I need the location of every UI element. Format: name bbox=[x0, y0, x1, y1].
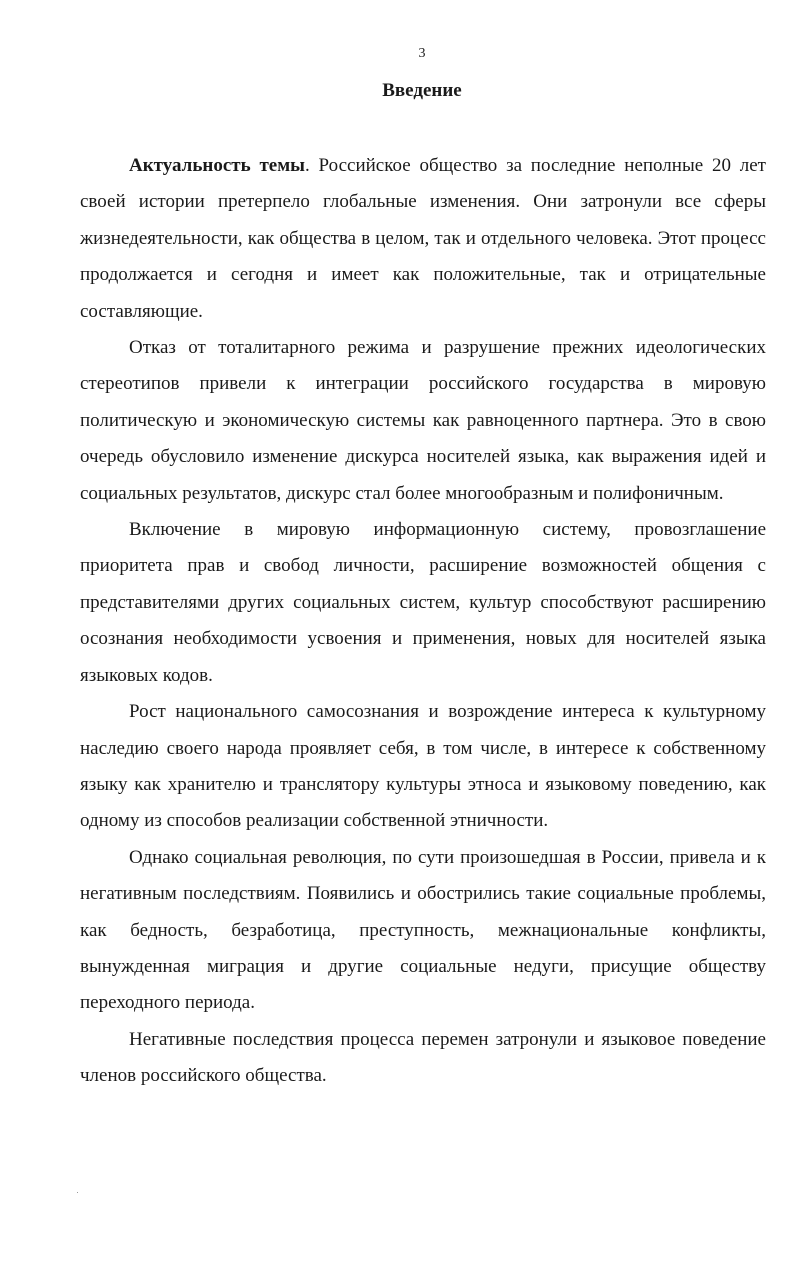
page-title: Введение bbox=[382, 80, 462, 101]
paragraph: Рост национального самосознания и возрождение интереса к культурному наследию своего народа проявляет себя, в том числе, в интересе к собственному языку как хранителю и транслятору культуры этноса и языковому поведению, как одному из способов реализации собственной этничности. bbox=[80, 701, 766, 832]
paragraph-relevance bbox=[80, 148, 766, 330]
paragraph-text: . Российское общество за последние неполные 20 лет своей истории претерпело глобальные изменения. Они затронули все сферы жизнедеятельности, как общества в целом, так и отдельного человека. Этот процесс продолжается и сегодня и имеет как положительные, так и отрицательные составляющие. bbox=[80, 155, 766, 322]
scan-speck bbox=[77, 1192, 78, 1193]
paragraph-lead: Актуальность темы bbox=[129, 155, 305, 176]
document-body bbox=[80, 148, 766, 1095]
paragraph: Однако социальная революция, по сути произошедшая в России, привела и к негативным последствиям. Появились и обострились такие социальные проблемы, как бедность, безработица, преступность, межнациональные конфликты, вынужденная миграция и другие социальные недуги, присущие обществу переходного периода. bbox=[80, 846, 766, 1014]
paragraph: Включение в мировую информационную систему, провозглашение приоритета прав и свобод личности, расширение возможностей общения с представителями других социальных систем, культур способствуют расширению осознания необходимости усвоения и применения, новых для носителей языка языковых кодов. bbox=[80, 519, 766, 686]
paragraph: Негативные последствия процесса перемен затронули и языковое поведение членов российского общества. bbox=[80, 1028, 766, 1087]
page-number: 3 bbox=[418, 46, 426, 61]
paragraph: Отказ от тоталитарного режима и разрушение прежних идеологических стереотипов привели к интеграции российского государства в мировую политическую и экономическую системы как равноценного партнера. Это в свою очередь обусловило изменение дискурса носителей языка, как выражения идей и социальных результатов, дискурс стал более многообразным и полифоничным. bbox=[80, 337, 766, 504]
